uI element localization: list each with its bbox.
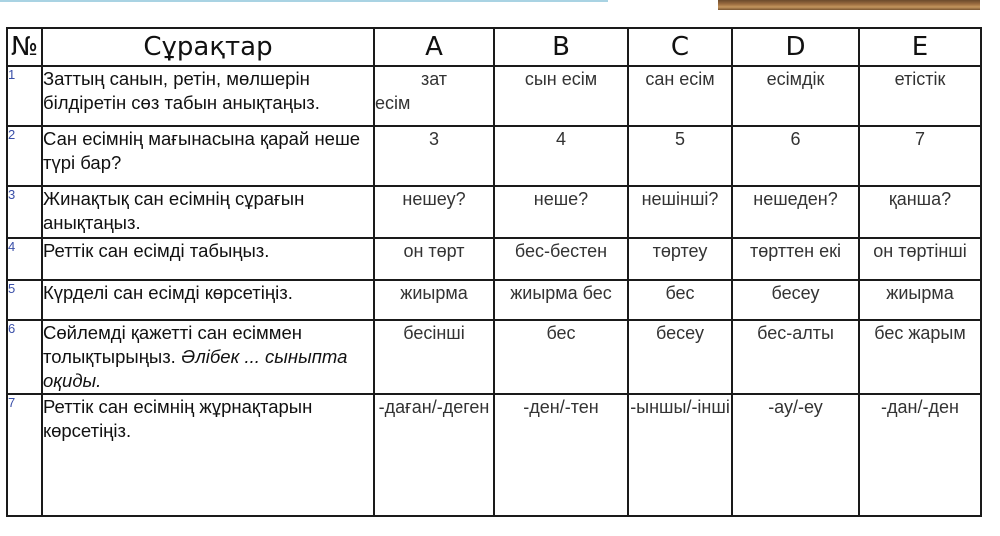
answer-e: жиырма — [859, 280, 981, 320]
row-number: 4 — [7, 238, 42, 280]
question-italic-text: Әлібек ... сыныпта оқиды. — [43, 346, 348, 391]
answer-d: нешеден? — [732, 186, 859, 238]
quiz-table — [6, 27, 982, 517]
table-row — [7, 320, 981, 394]
question-text: Сан есімнің мағынасына қарай неше түрі бар? — [42, 126, 374, 186]
answer-d: төрттен екі — [732, 238, 859, 280]
answer-a-line2: есім — [375, 93, 411, 113]
wood-image-strip — [718, 0, 980, 10]
answer-e: 7 — [859, 126, 981, 186]
header-option-e: E — [859, 28, 981, 66]
row-number: 1 — [7, 66, 42, 126]
question-plain-text: Сөйлемді қажетті сан есіммен толықтырыңыз. — [43, 322, 302, 367]
answer-d: 6 — [732, 126, 859, 186]
answer-a: он төрт — [374, 238, 494, 280]
header-questions: Сұрақтар — [42, 28, 374, 66]
header-option-c: C — [628, 28, 732, 66]
answer-c: бес — [628, 280, 732, 320]
answer-a: жиырма — [374, 280, 494, 320]
header-number: № — [7, 28, 42, 66]
answer-a: 3 — [374, 126, 494, 186]
answer-e: етістік — [859, 66, 981, 126]
answer-b: бес-бестен — [494, 238, 628, 280]
answer-b: жиырма бес — [494, 280, 628, 320]
answer-d: есімдік — [732, 66, 859, 126]
answer-b: -ден/-тен — [494, 394, 628, 516]
answer-a — [374, 66, 494, 126]
answer-c: -ыншы/-інші — [628, 394, 732, 516]
answer-b: бес — [494, 320, 628, 394]
answer-b: 4 — [494, 126, 628, 186]
answer-b: неше? — [494, 186, 628, 238]
answer-c: бесеу — [628, 320, 732, 394]
header-option-b: B — [494, 28, 628, 66]
answer-a-line1: зат — [420, 69, 448, 89]
question-text: Жинақтық сан есімнің сұрағын анықтаңыз. — [42, 186, 374, 238]
answer-c: сан есім — [628, 66, 732, 126]
answer-e: қанша? — [859, 186, 981, 238]
answer-a: бесінші — [374, 320, 494, 394]
answer-c: төртеу — [628, 238, 732, 280]
answer-a: нешеу? — [374, 186, 494, 238]
question-text — [42, 320, 374, 394]
header-option-d: D — [732, 28, 859, 66]
row-number: 2 — [7, 126, 42, 186]
table-row — [7, 126, 981, 186]
answer-b: сын есім — [494, 66, 628, 126]
answer-d: -ау/-еу — [732, 394, 859, 516]
header-row — [7, 28, 981, 66]
row-number: 3 — [7, 186, 42, 238]
table-row — [7, 238, 981, 280]
question-text: Реттік сан есімді табыңыз. — [42, 238, 374, 280]
table-row — [7, 394, 981, 516]
question-text: Реттік сан есімнің жұрнақтарын көрсетіңіз. — [42, 394, 374, 516]
question-text: Заттың санын, ретін, мөлшерін білдіретін сөз табын анықтаңыз. — [42, 66, 374, 126]
answer-c: нешінші? — [628, 186, 732, 238]
top-divider-line — [0, 0, 608, 2]
answer-a: -даған/-деген — [374, 394, 494, 516]
table-row — [7, 66, 981, 126]
answer-d: бес-алты — [732, 320, 859, 394]
answer-d: бесеу — [732, 280, 859, 320]
row-number: 6 — [7, 320, 42, 394]
row-number: 5 — [7, 280, 42, 320]
answer-e: -дан/-ден — [859, 394, 981, 516]
table-row — [7, 280, 981, 320]
answer-c: 5 — [628, 126, 732, 186]
question-text: Күрделі сан есімді көрсетіңіз. — [42, 280, 374, 320]
header-option-a: A — [374, 28, 494, 66]
answer-e: бес жарым — [859, 320, 981, 394]
row-number: 7 — [7, 394, 42, 516]
answer-e: он төртінші — [859, 238, 981, 280]
table-row — [7, 186, 981, 238]
